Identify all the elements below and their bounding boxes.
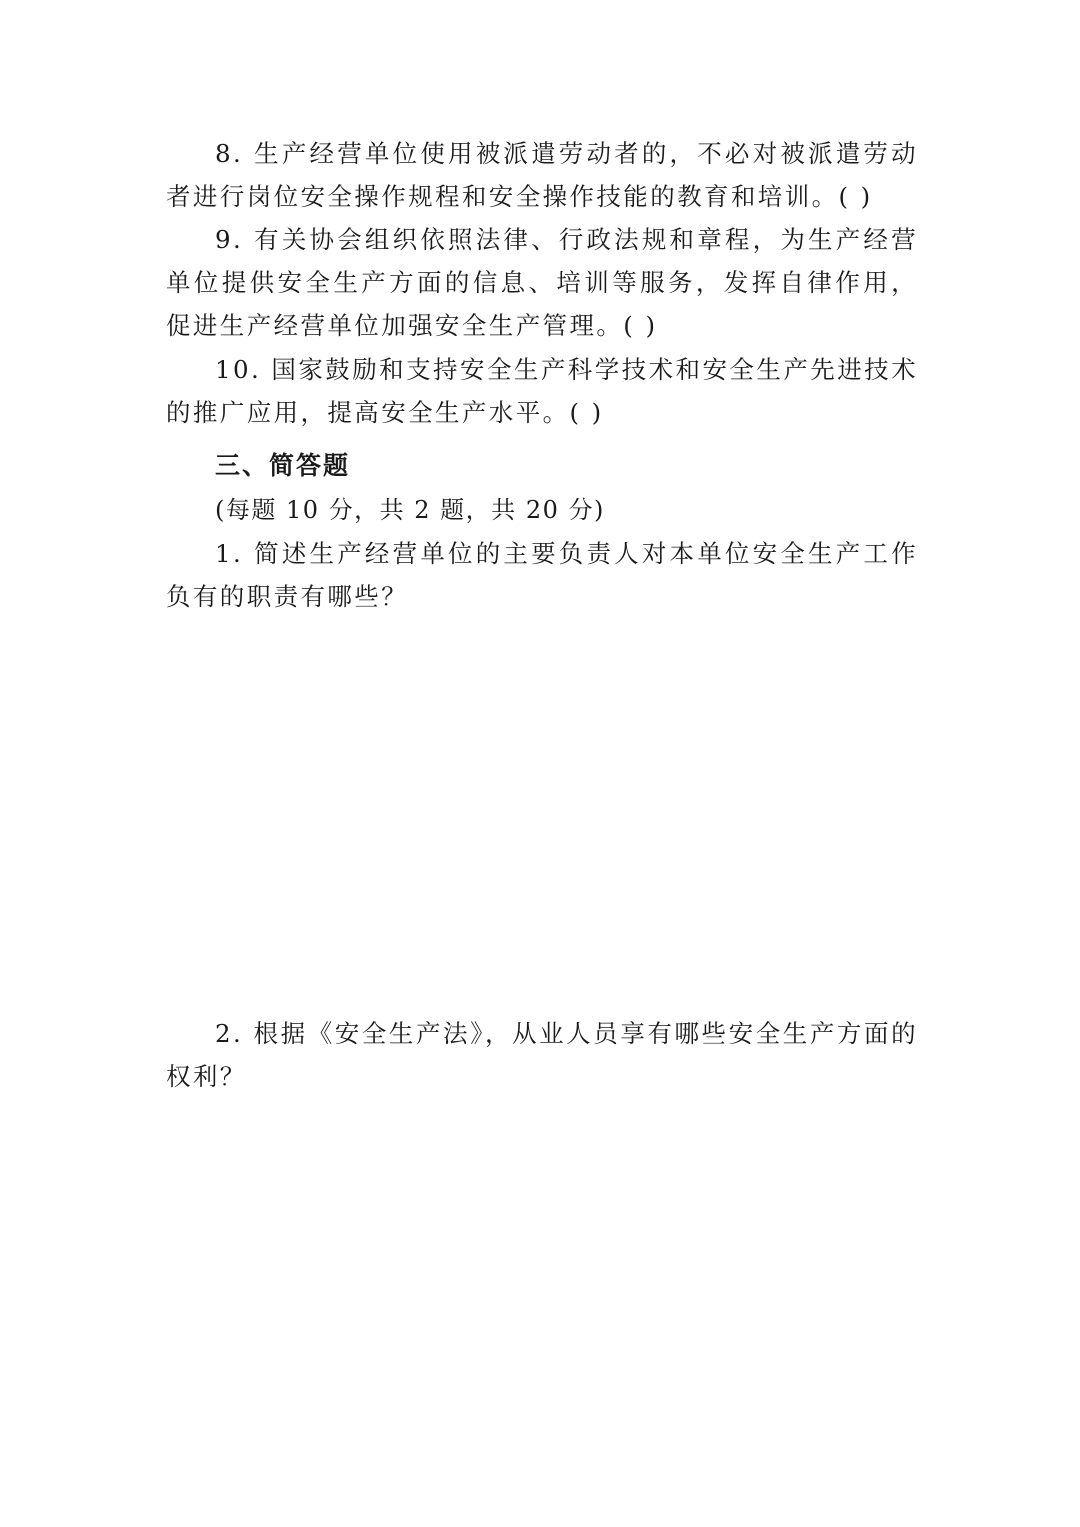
true-false-question-9: 9. 有关协会组织依照法律、行政法规和章程，为生产经营单位提供安全生产方面的信息、培训等服务，发挥自律作用，促进生产经营单位加强安全生产管理。( ) bbox=[166, 225, 918, 340]
short-answer-question-1: 1. 简述生产经营单位的主要负责人对本单位安全生产工作负有的职责有哪些？ bbox=[166, 539, 918, 611]
short-answer-question-2: 2. 根据《安全生产法》，从业人员享有哪些安全生产方面的权利？ bbox=[166, 1019, 918, 1091]
short-answer-scoring-note: (每题 10 分，共 2 题，共 20 分) bbox=[215, 496, 605, 524]
short-answer-section-heading: 三、简答题 bbox=[215, 451, 351, 480]
true-false-question-8: 8. 生产经营单位使用被派遣劳动者的，不必对被派遣劳动者进行岗位安全操作规程和安全操作技能的教育和培训。( ) bbox=[166, 139, 918, 211]
true-false-question-10: 10. 国家鼓励和支持安全生产科学技术和安全生产先进技术的推广应用，提高安全生产水平。( ) bbox=[166, 355, 918, 427]
